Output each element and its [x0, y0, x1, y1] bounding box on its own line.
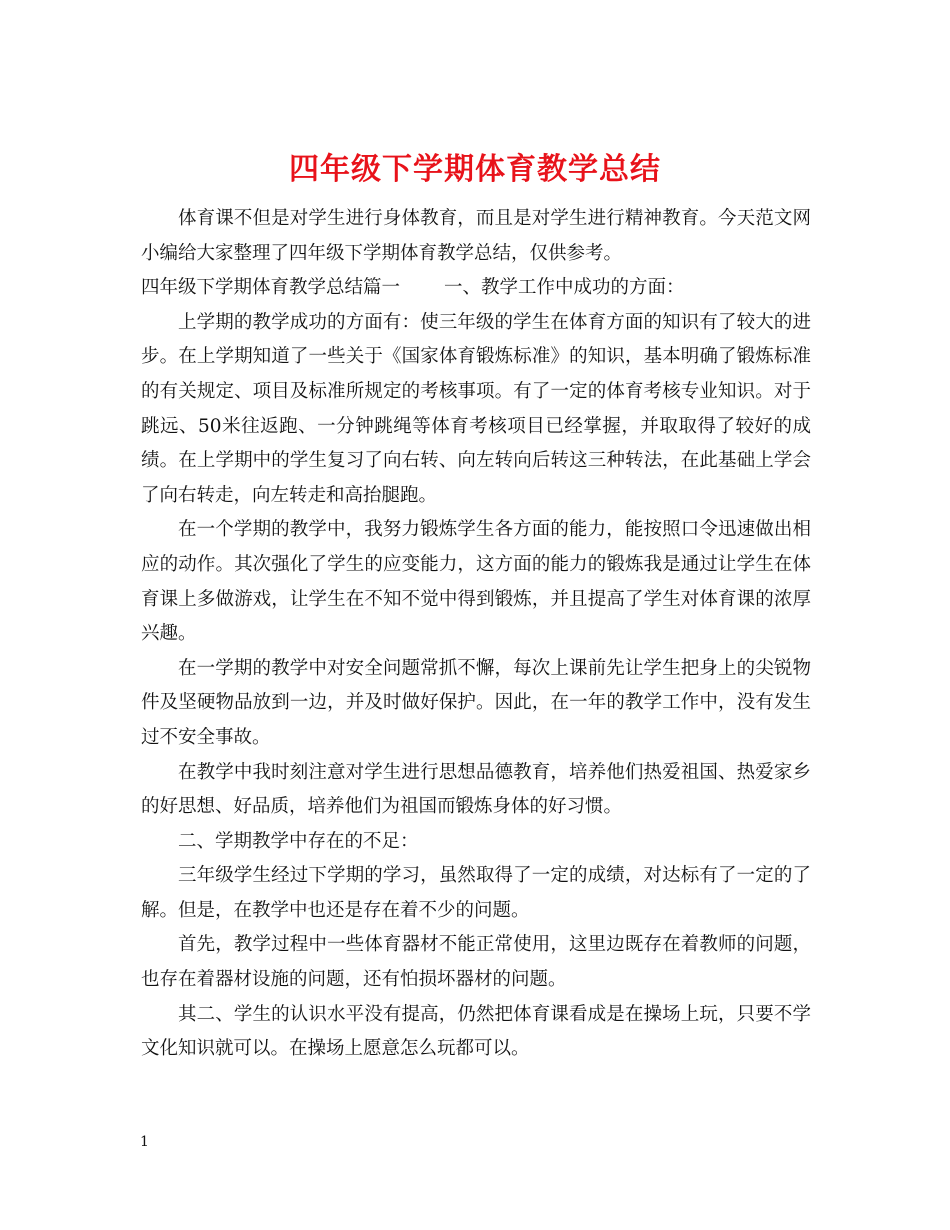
paragraph: 三年级学生经过下学期的学习，虽然取得了一定的成绩，对达标有了一定的了解。但是，在教学中也还是存在着不少的问题。 [141, 865, 811, 921]
section-heading-2: 二、学期教学中存在的不足： [178, 830, 419, 852]
document-title: 四年级下学期体育教学总结 [289, 152, 661, 188]
page-number: 1 [140, 1134, 149, 1150]
intro-paragraph: 体育课不但是对学生进行身体教育，而且是对学生进行精神教育。今天范文网小编给大家整理了四年级下学期体育教学总结，仅供参考。 [141, 208, 811, 264]
paragraph: 其二、学生的认识水平没有提高，仍然把体育课看成是在操场上玩，只要不学文化知识就可以。在操场上愿意怎么玩都可以。 [141, 1003, 811, 1060]
section-label: 四年级下学期体育教学总结篇一 [141, 277, 401, 299]
paragraph: 首先，教学过程中一些体育器材不能正常使用，这里边既存在着教师的问题，也存在着器材设施的问题，还有怕损坏器材的问题。 [141, 934, 811, 991]
section-heading-1: 一、教学工作中成功的方面： [444, 277, 685, 299]
paragraph: 上学期的教学成功的方面有：使三年级的学生在体育方面的知识有了较大的进步。在上学期知道了一些关于《国家体育锻炼标准》的知识，基本明确了锻炼标准的有关规定、项目及标准所规定的考核事项。有了一定的体育考核专业知识。对于跳远、50米往返跑、一分钟跳绳等体育考核项目已经掌握，并取取得了较好的成绩。在上学期中的学生复习了向右转、向左转向后转这三种转法，在此基础上学会了向右转走，向左转走和高抬腿跑。 [141, 311, 811, 506]
paragraph: 在教学中我时刻注意对学生进行思想品德教育，培养他们热爱祖国、热爱家乡的好思想、好品质，培养他们为祖国而锻炼身体的好习惯。 [141, 761, 811, 818]
section-line [141, 271, 811, 306]
document-body [141, 202, 811, 1067]
paragraph: 在一个学期的教学中，我努力锻炼学生各方面的能力，能按照口令迅速做出相应的动作。其次强化了学生的应变能力，这方面的能力的锻炼我是通过让学生在体育课上多做游戏，让学生在不知不觉中得到锻炼，并且提高了学生对体育课的浓厚兴趣。 [141, 519, 811, 645]
paragraph: 在一学期的教学中对安全问题常抓不懈，每次上课前先让学生把身上的尖锐物件及坚硬物品放到一边，并及时做好保护。因此，在一年的教学工作中，没有发生过不安全事故。 [141, 657, 811, 748]
